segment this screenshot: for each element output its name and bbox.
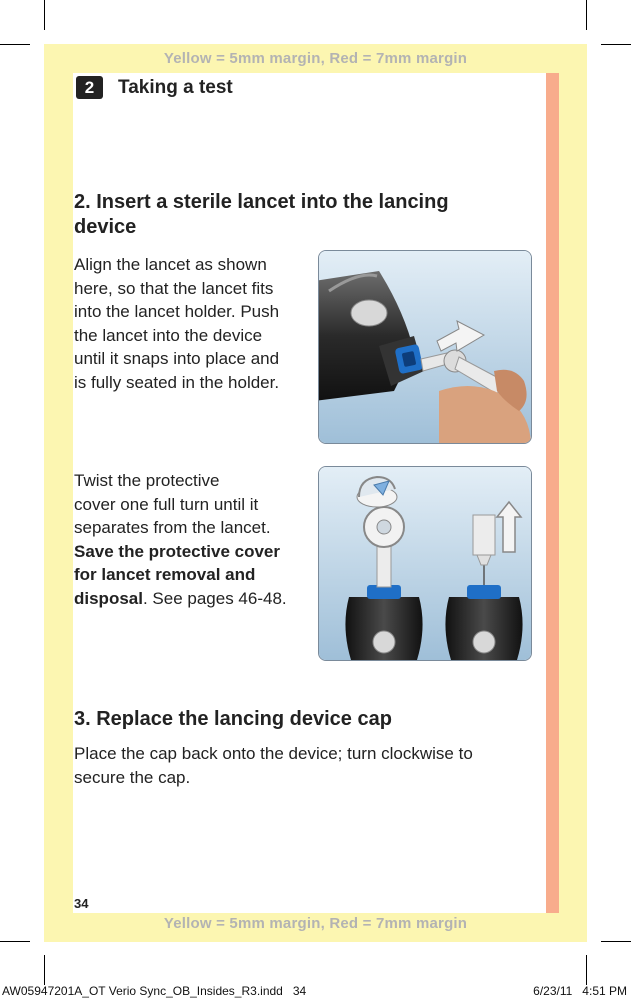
page-reference: . See pages 46-48. bbox=[142, 588, 287, 608]
twist-cover-figure bbox=[318, 466, 532, 661]
crop-mark bbox=[44, 0, 45, 30]
step2-paragraph-2 bbox=[74, 469, 287, 610]
step2-heading-line1: 2. Insert a sterile lancet into the lancing bbox=[74, 191, 449, 213]
margin-note-bottom: Yellow = 5mm margin, Red = 7mm margin bbox=[163, 915, 468, 932]
text-line: until it snaps into place and bbox=[74, 349, 280, 368]
text-line: separates from the lancet. bbox=[74, 518, 271, 537]
chapter-title: Taking a test bbox=[118, 77, 233, 98]
bold-text-line: disposal bbox=[74, 588, 143, 608]
bold-text-line: for lancet removal and bbox=[74, 565, 256, 584]
text-line: Twist the protective bbox=[74, 471, 220, 490]
crop-mark bbox=[586, 955, 587, 985]
crop-mark bbox=[0, 941, 30, 942]
text-line: here, so that the lancet fits bbox=[74, 278, 274, 298]
step2-heading bbox=[74, 190, 449, 240]
text-line: Align the lancet as shown bbox=[74, 255, 267, 274]
text-line: the lancet into the device bbox=[74, 325, 263, 345]
chapter-number-badge: 2 bbox=[76, 76, 103, 99]
text-line: cover one full turn until it bbox=[74, 494, 259, 514]
crop-mark bbox=[586, 0, 587, 30]
lancet-insertion-illustration bbox=[319, 251, 531, 443]
step3-paragraph bbox=[74, 742, 473, 789]
slug-file-info: AW05947201A_OT Verio Sync_OB_Insides_R3.indd 34 bbox=[2, 984, 307, 998]
crop-mark bbox=[0, 44, 30, 45]
crop-mark bbox=[601, 941, 631, 942]
step2-heading-line2: device bbox=[74, 216, 137, 238]
red-margin-bar bbox=[546, 73, 559, 913]
page-number: 34 bbox=[74, 896, 89, 911]
lancet-insertion-figure bbox=[318, 250, 532, 444]
bold-text-line: Save the protective cover bbox=[74, 541, 280, 561]
crop-mark bbox=[44, 955, 45, 985]
text-line: into the lancet holder. Push bbox=[74, 302, 280, 321]
crop-mark bbox=[601, 44, 631, 45]
margin-note-top: Yellow = 5mm margin, Red = 7mm margin bbox=[163, 50, 468, 67]
text-line: is fully seated in the holder. bbox=[74, 372, 280, 392]
step3-heading: 3. Replace the lancing device cap bbox=[74, 708, 392, 730]
slug-date-info: 6/23/11 4:51 PM bbox=[533, 984, 627, 998]
text-line: Place the cap back onto the device; turn clockwise to bbox=[74, 744, 473, 763]
step2-paragraph-1 bbox=[74, 253, 279, 394]
twist-protective-cover-illustration bbox=[319, 467, 531, 660]
text-line: secure the cap. bbox=[74, 767, 191, 787]
